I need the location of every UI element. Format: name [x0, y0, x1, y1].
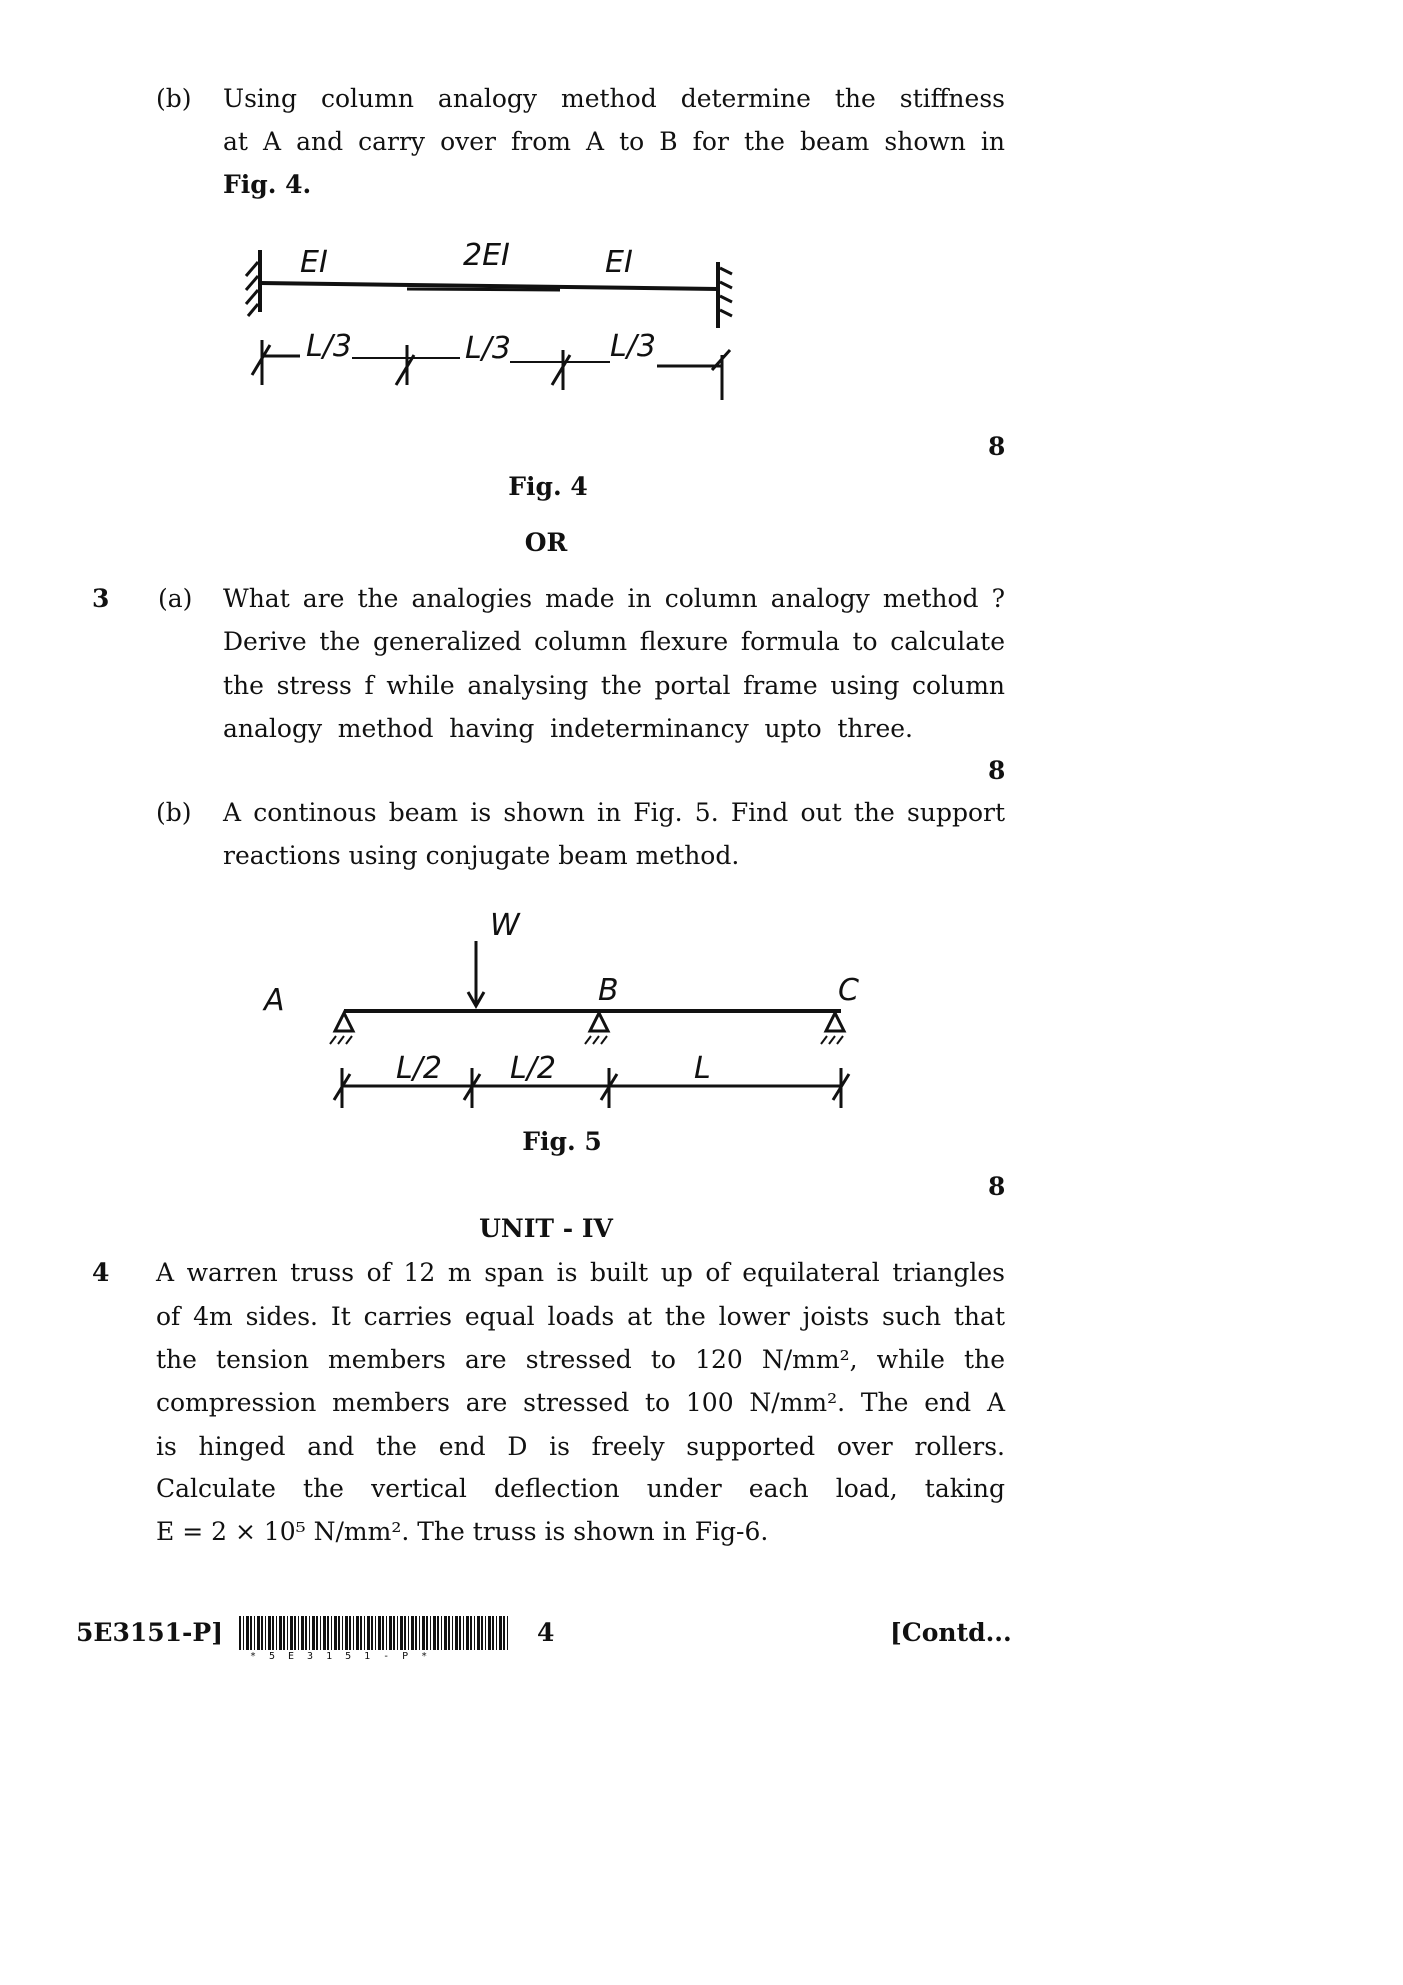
marks: 8 — [988, 1172, 1006, 1201]
continued-label: [Contd... — [890, 1618, 1012, 1647]
fig5-label-b: B — [598, 973, 619, 1008]
question-line: is hinged and the end D is freely supported over rollers. — [156, 1432, 1005, 1461]
fig5-label-c: C — [838, 973, 859, 1008]
question-line: reactions using conjugate beam method. — [223, 841, 740, 870]
question-line: What are the analogies made in column analogy method ? — [223, 584, 1005, 613]
question-line: at A and carry over from A to B for the beam shown in — [223, 127, 1005, 156]
question-line: E = 2 × 10⁵ N/mm². The truss is shown in Fig-6. — [156, 1517, 769, 1546]
fig5-dim-label: L — [694, 1051, 711, 1086]
fig5-dim-label: L/2 — [396, 1051, 442, 1086]
question-line: Calculate the vertical deflection under each load, taking — [156, 1474, 1005, 1503]
question-line: A continous beam is shown in Fig. 5. Find out the support — [223, 798, 1005, 827]
page-number: 4 — [537, 1618, 555, 1647]
question-line: analogy method having indeterminancy upto three. — [223, 714, 913, 743]
question-line: A warren truss of 12 m span is built up of equilateral triangles — [156, 1258, 1005, 1287]
fig4-dim-label: L/3 — [610, 329, 656, 364]
fig5-load-w: W — [490, 908, 520, 943]
unit-heading: UNIT - IV — [479, 1214, 613, 1243]
question-line: of 4m sides. It carries equal loads at the lower joists such that — [156, 1302, 1005, 1331]
figure-caption: Fig. 4 — [508, 472, 588, 501]
question-label: (a) — [158, 584, 193, 613]
fig4-label-ei: EI — [605, 245, 633, 280]
marks: 8 — [988, 756, 1006, 785]
question-number: 4 — [92, 1258, 110, 1287]
fig4-label-ei: EI — [300, 245, 328, 280]
question-number: 3 — [92, 584, 110, 613]
or-divider: OR — [524, 528, 568, 557]
question-line: compression members are stressed to 100 N/mm². The end A — [156, 1388, 1005, 1417]
fig4-label-2ei: 2EI — [463, 238, 510, 273]
marks: 8 — [988, 432, 1006, 461]
question-line: Using column analogy method determine the stiffness — [223, 84, 1005, 113]
fig5-dim-label: L/2 — [510, 1051, 556, 1086]
question-line: Fig. 4. — [223, 170, 312, 199]
barcode-text: *5E3151-P* — [250, 1651, 441, 1662]
question-line: the tension members are stressed to 120 N/mm², while the — [156, 1345, 1005, 1374]
question-label: (b) — [156, 84, 192, 113]
figure-caption: Fig. 5 — [522, 1127, 602, 1156]
question-line: the stress f while analysing the portal frame using column — [223, 671, 1005, 700]
barcode — [239, 1616, 509, 1650]
fig5-label-a: A — [264, 983, 285, 1018]
question-line: Derive the generalized column flexure formula to calculate — [223, 627, 1005, 656]
question-label: (b) — [156, 798, 192, 827]
fig4-dim-label: L/3 — [306, 329, 352, 364]
paper-code: 5E3151-P] — [76, 1618, 224, 1647]
fig4-dim-label: L/3 — [465, 331, 511, 366]
